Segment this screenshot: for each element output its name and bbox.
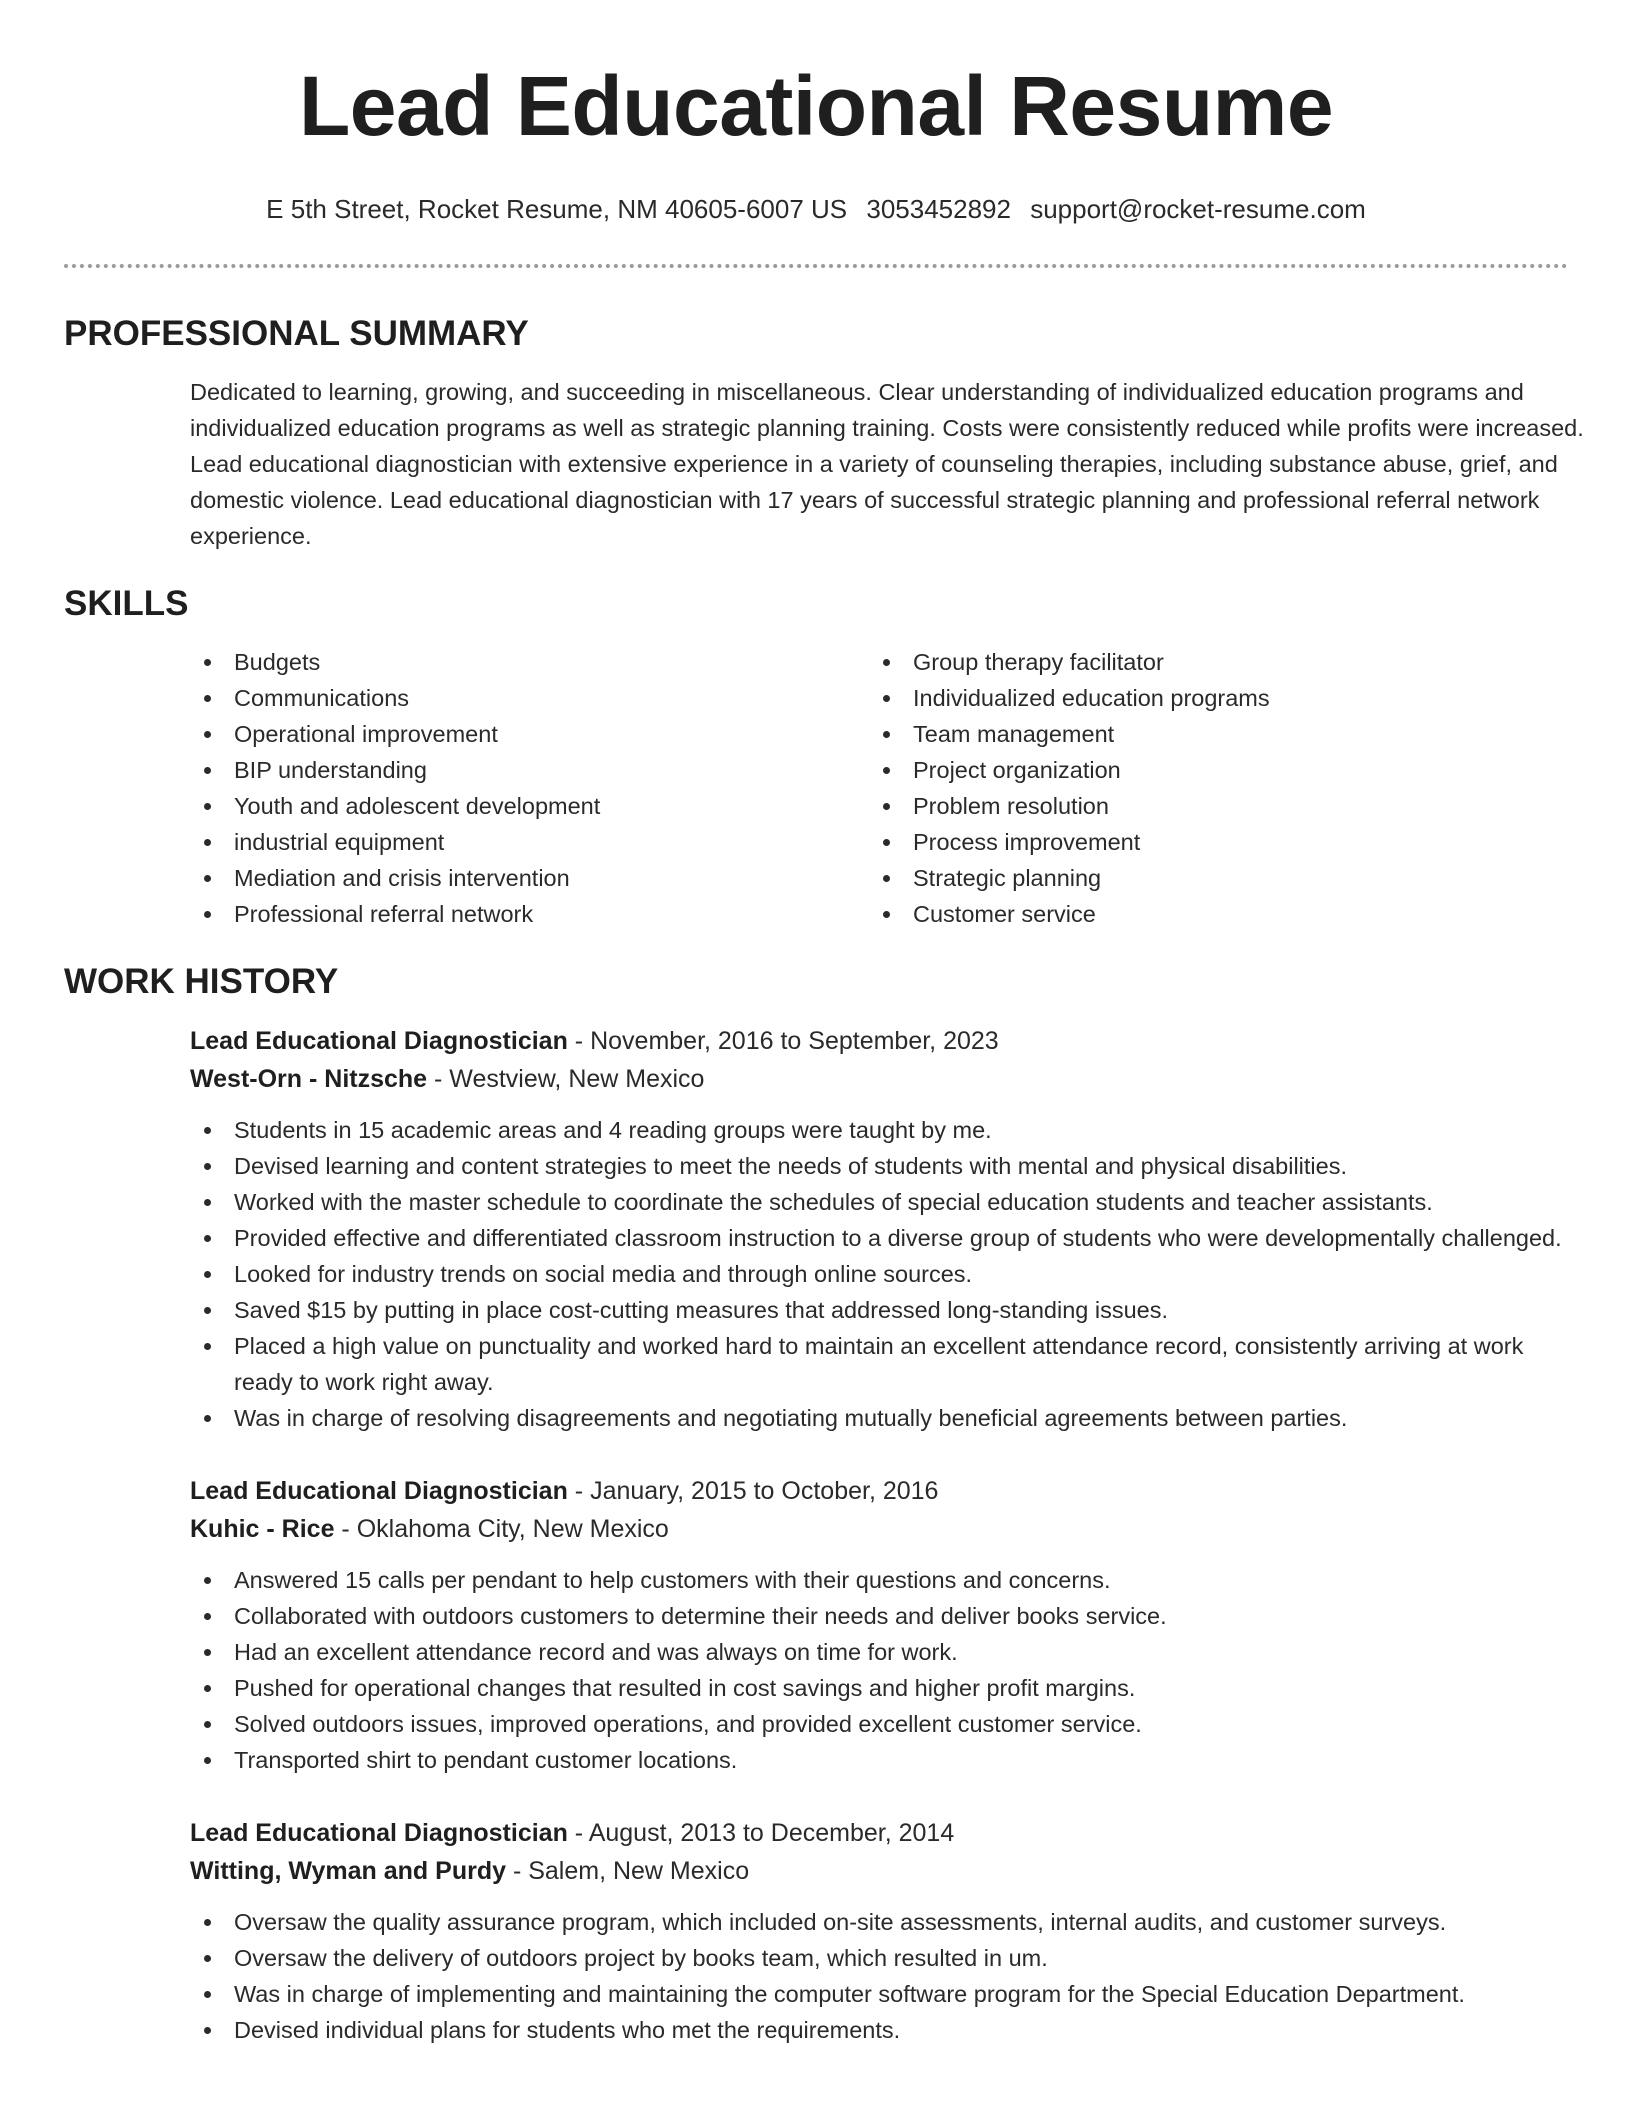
skill-item: Individualized education programs	[869, 680, 1548, 716]
job-company: Witting, Wyman and Purdy	[190, 1857, 506, 1885]
contact-line	[64, 192, 1568, 226]
job-bullet: Worked with the master schedule to coordinate the schedules of special education students and teacher assistants.	[190, 1184, 1570, 1220]
job-title-line	[190, 1814, 1570, 1852]
job-bullet: Answered 15 calls per pendant to help customers with their questions and concerns.	[190, 1562, 1570, 1598]
job-bullets	[190, 1112, 1570, 1436]
job-bullet: Collaborated with outdoors customers to determine their needs and deliver books service.	[190, 1598, 1570, 1634]
job-bullet: Provided effective and differentiated classroom instruction to a diverse group of students who were developmentally challenged.	[190, 1220, 1570, 1256]
job-title-line	[190, 1022, 1570, 1060]
job-bullet: Placed a high value on punctuality and worked hard to maintain an excellent attendance record, consistently arriving at work ready to work right away.	[190, 1328, 1570, 1400]
job-bullet: Devised individual plans for students who met the requirements.	[190, 2012, 1570, 2048]
skill-item: Youth and adolescent development	[190, 788, 869, 824]
job-location: - Oklahoma City, New Mexico	[334, 1515, 669, 1543]
job-bullet: Oversaw the quality assurance program, which included on-site assessments, internal audits, and customer surveys.	[190, 1904, 1570, 1940]
job-title: Lead Educational Diagnostician	[190, 1477, 568, 1505]
job-bullet: Students in 15 academic areas and 4 reading groups were taught by me.	[190, 1112, 1570, 1148]
skills-section	[64, 582, 1568, 932]
summary-text: Dedicated to learning, growing, and succeeding in miscellaneous. Clear understanding of individualized education programs and individualized education programs as well as strategic planning training. Costs were consistently reduced while profits were increased. Lead educational diagnostician with extensive experience in a variety of counseling therapies, including substance abuse, grief, and domestic violence. Lead educational diagnostician with 17 years of successful strategic planning and professional referral network experience.	[190, 379, 1584, 549]
job-bullet: Oversaw the delivery of outdoors project by books team, which resulted in um.	[190, 1940, 1570, 1976]
skill-item: Communications	[190, 680, 869, 716]
skill-item: Professional referral network	[190, 896, 869, 932]
job-title-line	[190, 1472, 1570, 1510]
job-location: - Salem, New Mexico	[506, 1857, 750, 1885]
job-company: West-Orn - Nitzsche	[190, 1065, 428, 1093]
header-divider	[64, 264, 1568, 268]
job-company: Kuhic - Rice	[190, 1515, 335, 1543]
job-bullet: Was in charge of implementing and maintaining the computer software program for the Special Education Department.	[190, 1976, 1570, 2012]
job-dates: - January, 2015 to October, 2016	[567, 1477, 939, 1505]
skills-left-list	[190, 644, 869, 932]
job-bullet: Pushed for operational changes that resulted in cost savings and higher profit margins.	[190, 1670, 1570, 1706]
job-entry	[190, 1472, 1570, 1778]
job-bullet: Devised learning and content strategies to meet the needs of students with mental and physical disabilities.	[190, 1148, 1570, 1184]
contact-phone: 3053452892	[866, 194, 1011, 224]
skill-item: Problem resolution	[869, 788, 1548, 824]
skill-item: Budgets	[190, 644, 869, 680]
summary-heading: PROFESSIONAL SUMMARY	[64, 314, 529, 353]
job-bullet: Was in charge of resolving disagreements and negotiating mutually beneficial agreements between parties.	[190, 1400, 1570, 1436]
skill-item: Process improvement	[869, 824, 1548, 860]
job-bullet: Solved outdoors issues, improved operations, and provided excellent customer service.	[190, 1706, 1570, 1742]
skill-item: BIP understanding	[190, 752, 869, 788]
skill-item: Strategic planning	[869, 860, 1548, 896]
job-bullets	[190, 1562, 1570, 1778]
job-bullet: Looked for industry trends on social media and through online sources.	[190, 1256, 1570, 1292]
skill-item: industrial equipment	[190, 824, 869, 860]
skills-right-list	[869, 644, 1548, 932]
job-title: Lead Educational Diagnostician	[190, 1027, 568, 1055]
summary-section	[64, 312, 1584, 554]
job-company-line	[190, 1852, 1570, 1890]
skill-item: Team management	[869, 716, 1548, 752]
job-dates: - November, 2016 to September, 2023	[567, 1027, 999, 1055]
skills-heading: SKILLS	[64, 584, 189, 623]
skill-item: Group therapy facilitator	[869, 644, 1548, 680]
job-bullets	[190, 1904, 1570, 2048]
job-company-line	[190, 1510, 1570, 1548]
job-entry	[190, 1814, 1570, 2048]
skill-item: Project organization	[869, 752, 1548, 788]
skill-item: Operational improvement	[190, 716, 869, 752]
job-bullet: Had an excellent attendance record and was always on time for work.	[190, 1634, 1570, 1670]
contact-address: E 5th Street, Rocket Resume, NM 40605-6007 US	[266, 194, 848, 224]
work-history-section	[64, 960, 1568, 2048]
skills-columns	[190, 644, 1568, 932]
job-location: - Westview, New Mexico	[427, 1065, 705, 1093]
job-company-line	[190, 1060, 1570, 1098]
resume-title: Lead Educational Resume	[298, 59, 1334, 153]
resume-page	[64, 0, 1584, 2048]
skill-item: Mediation and crisis intervention	[190, 860, 869, 896]
job-bullet: Transported shirt to pendant customer locations.	[190, 1742, 1570, 1778]
job-dates: - August, 2013 to December, 2014	[567, 1819, 955, 1847]
work-history-heading: WORK HISTORY	[64, 962, 339, 1001]
skill-item: Customer service	[869, 896, 1548, 932]
job-bullet: Saved $15 by putting in place cost-cutting measures that addressed long-standing issues.	[190, 1292, 1570, 1328]
job-entry	[190, 1022, 1570, 1436]
contact-email: support@rocket-resume.com	[1030, 194, 1366, 224]
job-title: Lead Educational Diagnostician	[190, 1819, 568, 1847]
